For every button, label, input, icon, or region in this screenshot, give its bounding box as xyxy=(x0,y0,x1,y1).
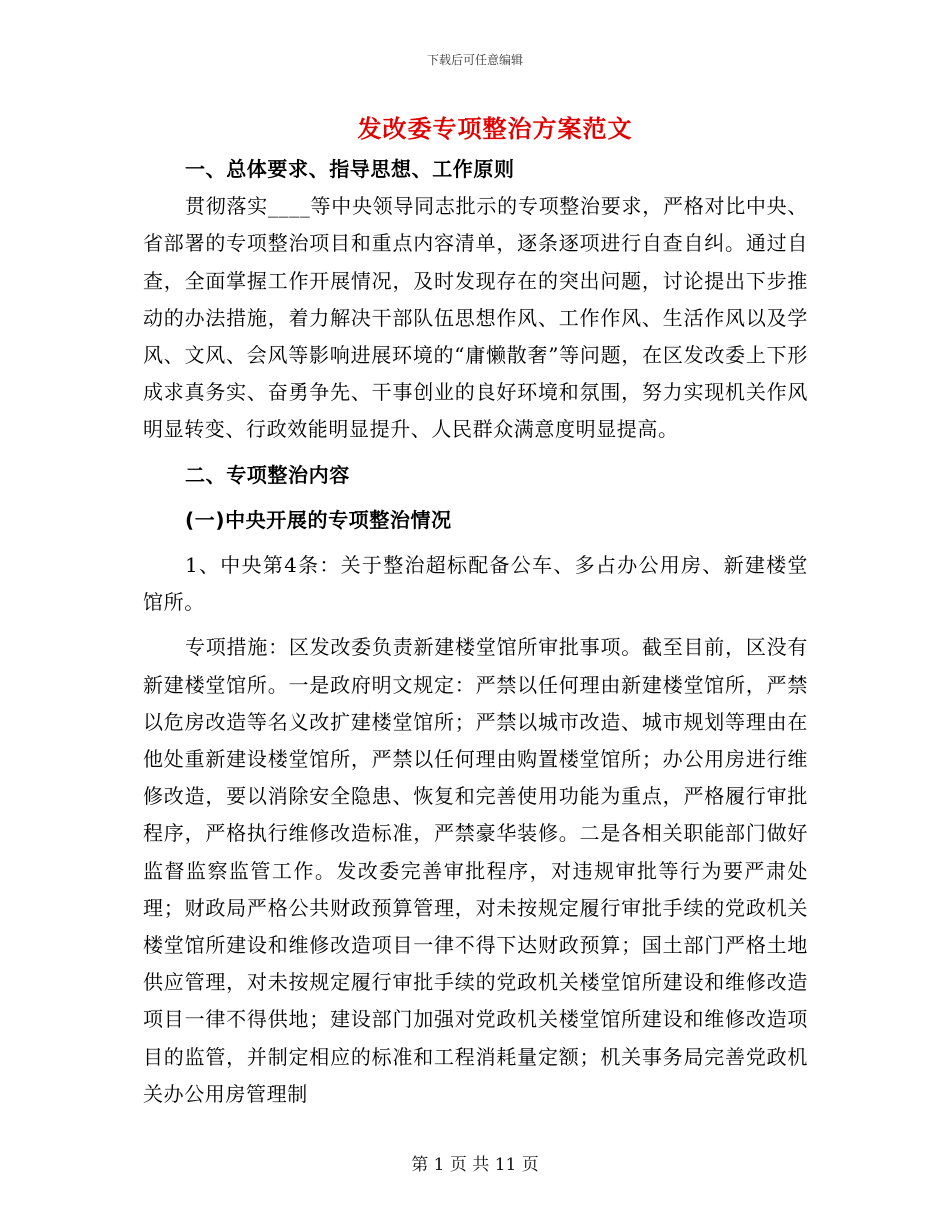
page-header-note: 下载后可任意编辑 xyxy=(426,53,523,67)
document-title: 发改委专项整治方案范文 xyxy=(357,114,633,143)
section-heading-1: 一、总体要求、指导思想、工作原则 xyxy=(185,157,515,181)
section-heading-2: 二、专项整治内容 xyxy=(185,462,350,487)
paragraph-item-1: 1、中央第4条：关于整治超标配备公车、多占办公用房、新建楼堂馆所。 xyxy=(143,553,808,615)
paragraph-special-measures: 专项措施：区发改委负责新建楼堂馆所审批事项。截至目前，区没有新建楼堂馆所。一是政府明文规定：严禁以任何理由新建楼堂馆所，严禁以危房改造等名义改扩建楼堂馆所；严禁以城市改造、城市规划等理由在他处重新建设楼堂馆所，严禁以任何理由购置楼堂馆所；办公用房进行维修改造，要以消除安全隐患、恢复和完善使用功能为重点，严格履行审批程序，严格执行维修改造标准，严禁豪华装修。二是各相关职能部门做好监督监察监管工作。发改委完善审批程序，对违规审批等行为要严肃处理；财政局严格公共财政预算管理，对未按规定履行审批手续的党政机关楼堂馆所建设和维修改造项目一律不得下达财政预算；国土部门严格土地供应管理，对未按规定履行审批手续的党政机关楼堂馆所建设和维修改造项目一律不得供地；建设部门加强对党政机关楼堂馆所建设和维修改造项目的监管，并制定相应的标准和工程消耗量定额；机关事务局完善党政机关办公用房管理制 xyxy=(143,635,808,1106)
page-footer-number: 第 1 页 共 11 页 xyxy=(411,1155,539,1175)
subsection-heading-1: (一)中央开展的专项整治情况 xyxy=(185,507,452,532)
document-body xyxy=(143,151,808,1113)
paragraph-general-requirements: 贯彻落实____等中央领导同志批示的专项整治要求，严格对比中央、省部署的专项整治项目和重点内容清单，逐条逐项进行自查自纠。通过自查，全面掌握工作开展情况，及时发现存在的突出问题，讨论提出下步推动的办法措施，着力解决干部队伍思想作风、工作作风、生活作风以及学风、文风、会风等影响进展环境的“庸懒散奢”等问题，在区发改委上下形成求真务实、奋勇争先、干事创业的良好环境和氛围，努力实现机关作风明显转变、行政效能明显提升、人民群众满意度明显提高。 xyxy=(143,194,808,442)
